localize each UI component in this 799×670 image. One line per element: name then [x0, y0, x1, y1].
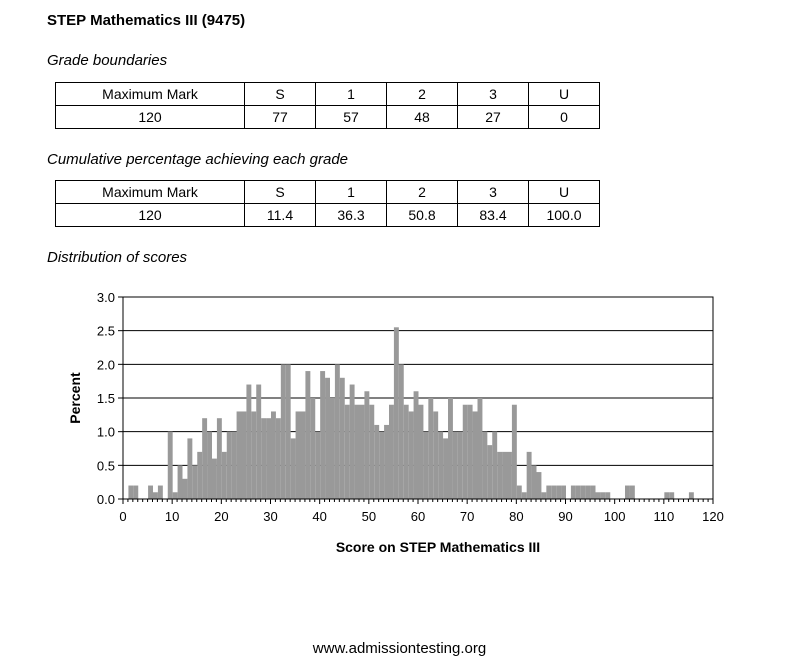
table-header-cell: 1: [316, 181, 387, 204]
histogram-bar: [532, 465, 537, 499]
histogram-bar: [335, 364, 340, 499]
table-cell: 120: [56, 106, 245, 129]
grade-boundaries-heading: Grade boundaries: [47, 52, 168, 69]
score-distribution-chart: [0, 280, 799, 570]
table-cell: 11.4: [245, 204, 316, 227]
histogram-bar: [502, 452, 507, 499]
histogram-bar: [551, 486, 556, 499]
y-tick-label: 3.0: [96, 290, 115, 305]
histogram-bar: [320, 371, 325, 499]
table-row: [56, 204, 600, 227]
histogram-bar: [183, 479, 188, 499]
histogram-bar: [148, 486, 153, 499]
histogram-bar: [296, 411, 301, 499]
histogram-bar: [271, 411, 276, 499]
histogram-bar: [222, 452, 227, 499]
table-header-cell: Maximum Mark: [56, 83, 245, 106]
histogram-bar: [478, 398, 483, 499]
histogram-bar: [310, 398, 315, 499]
histogram-bar: [571, 486, 576, 499]
histogram-bar: [192, 465, 197, 499]
histogram-bar: [355, 405, 360, 499]
cumulative-table: [55, 180, 600, 227]
x-tick-label: 10: [164, 509, 180, 524]
histogram-bar: [158, 486, 163, 499]
table-cell: 50.8: [387, 204, 458, 227]
x-tick-label: 110: [653, 509, 675, 524]
histogram-bar: [409, 411, 414, 499]
table-cell: 0: [529, 106, 600, 129]
x-tick-label: 60: [410, 509, 426, 524]
histogram-bar: [527, 452, 532, 499]
x-tick-label: 90: [558, 509, 573, 524]
cumulative-heading: Cumulative percentage achieving each grade: [47, 151, 349, 168]
histogram-bar: [286, 364, 291, 499]
histogram-bar: [556, 486, 561, 499]
histogram-bar: [217, 418, 222, 499]
histogram-bar: [301, 411, 306, 499]
table-cell: 77: [245, 106, 316, 129]
histogram-bar: [281, 364, 286, 499]
x-tick-label: 70: [459, 509, 475, 524]
y-tick-label: 0.0: [96, 492, 115, 507]
x-tick-label: 30: [263, 509, 278, 524]
table-header-cell: 3: [458, 83, 529, 106]
table-cell: 57: [316, 106, 387, 129]
y-tick-label: 1.5: [96, 391, 115, 406]
histogram-bar: [669, 492, 674, 499]
histogram-bar: [325, 378, 330, 499]
table-cell: 83.4: [458, 204, 529, 227]
x-tick-label: 120: [702, 509, 724, 524]
histogram-bar: [443, 438, 448, 499]
histogram-bar: [394, 327, 399, 499]
histogram-bar: [453, 432, 458, 499]
histogram-bar: [448, 398, 453, 499]
histogram-bar: [369, 405, 374, 499]
histogram-bar: [541, 492, 546, 499]
histogram-bar: [187, 438, 192, 499]
histogram-bar: [512, 405, 517, 499]
table-cell: 100.0: [529, 204, 600, 227]
table-cell: 36.3: [316, 204, 387, 227]
histogram-bar: [458, 432, 463, 499]
histogram-bar: [168, 432, 173, 499]
histogram-bar: [153, 492, 158, 499]
histogram-bar: [246, 385, 251, 499]
y-tick-label: 1.0: [96, 424, 115, 440]
histogram-bar: [389, 405, 394, 499]
histogram-bar: [419, 405, 424, 499]
histogram-bar: [586, 486, 591, 499]
histogram-bar: [596, 492, 601, 499]
histogram-bar: [522, 492, 527, 499]
table-cell: 120: [56, 204, 245, 227]
histogram-bar: [414, 391, 419, 499]
histogram-bar: [581, 486, 586, 499]
histogram-bar: [537, 472, 542, 499]
histogram-bar: [207, 432, 212, 499]
table-header-row: [56, 181, 600, 204]
histogram-bar: [276, 418, 281, 499]
histogram-bar: [197, 452, 202, 499]
histogram-bar: [374, 425, 379, 499]
x-axis: [119, 499, 723, 524]
histogram-bar: [261, 418, 266, 499]
x-tick-label: 40: [312, 509, 327, 524]
table-cell: 27: [458, 106, 529, 129]
histogram-bar: [463, 405, 468, 499]
grade-boundaries-table: [55, 82, 600, 129]
table-header-cell: S: [245, 83, 316, 106]
chart-bars: [128, 327, 693, 499]
y-axis: [97, 290, 123, 507]
table-header-cell: U: [529, 83, 600, 106]
histogram-bar: [517, 486, 522, 499]
histogram-bar: [315, 432, 320, 499]
histogram-bar: [291, 438, 296, 499]
histogram-bar: [561, 486, 566, 499]
y-axis-label: Percent: [67, 372, 83, 424]
x-tick-label: 80: [509, 509, 524, 524]
table-header-cell: 2: [387, 181, 458, 204]
table-header-row: [56, 83, 600, 106]
histogram-bar: [305, 371, 310, 499]
y-tick-label: 2.0: [96, 357, 115, 373]
table-header-cell: Maximum Mark: [56, 181, 245, 204]
table-row: [56, 106, 600, 129]
histogram-bar: [605, 492, 610, 499]
histogram-bar: [546, 486, 551, 499]
histogram-bar: [242, 411, 247, 499]
histogram-bar: [438, 432, 443, 499]
histogram-bar: [251, 411, 256, 499]
table-header-cell: 2: [387, 83, 458, 106]
histogram-bar: [128, 486, 133, 499]
histogram-bar: [266, 418, 271, 499]
histogram-bar: [364, 391, 369, 499]
histogram-bar: [237, 411, 242, 499]
y-tick-label: 2.5: [96, 323, 115, 339]
histogram-bar: [202, 418, 207, 499]
histogram-bar: [507, 452, 512, 499]
histogram-bar: [178, 465, 183, 499]
y-tick-label: 0.5: [96, 458, 115, 474]
document-title: STEP Mathematics III (9475): [47, 12, 246, 29]
table-header-cell: 1: [316, 83, 387, 106]
histogram-bar: [399, 364, 404, 499]
histogram-bar: [689, 492, 694, 499]
histogram-bar: [404, 405, 409, 499]
x-tick-label: 0: [119, 509, 127, 524]
histogram-bar: [625, 486, 630, 499]
histogram-bar: [600, 492, 605, 499]
histogram-bar: [630, 486, 635, 499]
histogram-bar: [232, 432, 237, 499]
histogram-bar: [576, 486, 581, 499]
table-header-cell: 3: [458, 181, 529, 204]
histogram-bar: [345, 405, 350, 499]
histogram-bar: [492, 432, 497, 499]
histogram-bar: [482, 432, 487, 499]
histogram-bar: [133, 486, 138, 499]
footer-url: www.admissiontesting.org: [312, 640, 487, 657]
histogram-bar: [212, 459, 217, 499]
table-header-cell: U: [529, 181, 600, 204]
histogram-bar: [384, 425, 389, 499]
histogram-bar: [468, 405, 473, 499]
histogram-bar: [173, 492, 178, 499]
histogram-bar: [664, 492, 669, 499]
histogram-bar: [591, 486, 596, 499]
histogram-bar: [256, 385, 261, 499]
table-header-cell: S: [245, 181, 316, 204]
histogram-bar: [487, 445, 492, 499]
histogram-bar: [497, 452, 502, 499]
histogram-bar: [428, 398, 433, 499]
histogram-bar: [340, 378, 345, 499]
histogram-bar: [330, 398, 335, 499]
distribution-heading: Distribution of scores: [47, 249, 188, 266]
histogram-bar: [423, 432, 428, 499]
table-cell: 48: [387, 106, 458, 129]
x-tick-label: 100: [603, 509, 626, 524]
x-tick-label: 50: [361, 509, 377, 524]
histogram-bar: [379, 432, 384, 499]
histogram-bar: [227, 432, 232, 499]
x-axis-label: Score on STEP Mathematics III: [335, 539, 541, 555]
histogram-bar: [433, 411, 438, 499]
x-tick-label: 20: [214, 509, 229, 524]
histogram-bar: [350, 385, 355, 499]
histogram-bar: [473, 411, 478, 499]
histogram-bar: [360, 405, 365, 499]
